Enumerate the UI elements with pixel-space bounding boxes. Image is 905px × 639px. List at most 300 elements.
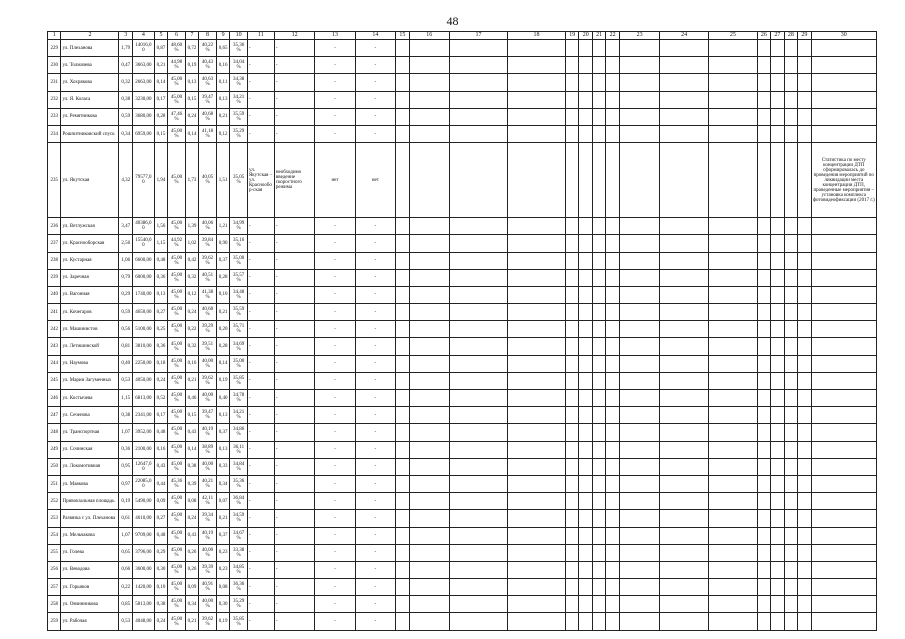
- cell-col-4: 3230,00: [132, 91, 154, 108]
- empty-cell: [784, 441, 797, 458]
- empty-cell: [396, 424, 409, 441]
- cell-col-9: 0,12: [216, 125, 229, 142]
- cell-col-8: 39,39 %: [199, 561, 217, 578]
- empty-cell: [566, 286, 579, 303]
- cell-col-8: 39,47 %: [199, 407, 217, 424]
- empty-cell: [811, 269, 876, 286]
- cell-col-11: -: [247, 252, 274, 269]
- empty-cell: [606, 441, 619, 458]
- cell-col-14: -: [355, 372, 395, 389]
- cell-col-7: 0,15: [185, 91, 198, 108]
- empty-cell: [396, 579, 409, 596]
- cell-col-12: -: [274, 304, 314, 321]
- cell-col-12: -: [274, 269, 314, 286]
- cell-col-3: 0,79: [119, 269, 132, 286]
- empty-cell: [606, 235, 619, 252]
- cell-col-7: 0,22: [185, 321, 198, 338]
- empty-cell: [507, 544, 565, 561]
- empty-cell: [606, 286, 619, 303]
- empty-cell: [757, 407, 770, 424]
- empty-cell: [449, 390, 507, 407]
- empty-cell: [507, 74, 565, 91]
- cell-col-10: 35,29 %: [230, 125, 248, 142]
- cell-col-10: 34,21 %: [230, 91, 248, 108]
- cell-col-5: 0,36: [154, 338, 167, 355]
- cell-col-7: 0,14: [185, 441, 198, 458]
- empty-cell: [449, 235, 507, 252]
- empty-cell: [396, 407, 409, 424]
- empty-cell: [409, 125, 449, 142]
- empty-cell: [409, 372, 449, 389]
- cell-col-9: 0,33: [216, 458, 229, 475]
- cell-col-5: 0,18: [154, 355, 167, 372]
- empty-cell: [396, 286, 409, 303]
- cell-col-2: ул. Машинистов: [61, 321, 119, 338]
- cell-col-1: 250: [48, 458, 61, 475]
- empty-cell: [771, 475, 784, 492]
- cell-col-10: 34,78 %: [230, 390, 248, 407]
- empty-cell: [757, 40, 770, 57]
- cell-col-10: 33,38 %: [230, 544, 248, 561]
- empty-cell: [449, 527, 507, 544]
- cell-col-14: -: [355, 269, 395, 286]
- empty-cell: [409, 561, 449, 578]
- cell-col-1: 252: [48, 493, 61, 510]
- cell-col-13: -: [315, 579, 355, 596]
- cell-col-12: -: [274, 338, 314, 355]
- empty-cell: [507, 286, 565, 303]
- cell-col-4: 6959,00: [132, 125, 154, 142]
- empty-cell: [771, 218, 784, 235]
- empty-cell: [811, 493, 876, 510]
- empty-cell: [757, 304, 770, 321]
- empty-cell: [606, 74, 619, 91]
- cell-col-3: 3,47: [119, 218, 132, 235]
- empty-cell: [409, 390, 449, 407]
- cell-col-10: 35,36 %: [230, 40, 248, 57]
- empty-cell: [592, 108, 605, 125]
- empty-cell: [811, 355, 876, 372]
- empty-cell: [619, 458, 659, 475]
- empty-cell: [507, 218, 565, 235]
- cell-col-10: 35,85 %: [230, 613, 248, 630]
- cell-col-7: 0,43: [185, 527, 198, 544]
- cell-col-6: 45,00 %: [168, 510, 186, 527]
- cell-col-4: 3796,00: [132, 544, 154, 561]
- cell-col-11: -: [247, 493, 274, 510]
- cell-col-14: -: [355, 613, 395, 630]
- empty-cell: [507, 40, 565, 57]
- cell-col-11: -: [247, 269, 274, 286]
- cell-col-10: 34,59 %: [230, 510, 248, 527]
- cell-col-11: -: [247, 424, 274, 441]
- empty-cell: [771, 252, 784, 269]
- empty-cell: [811, 579, 876, 596]
- cell-col-13: -: [315, 613, 355, 630]
- empty-cell: [660, 372, 709, 389]
- column-number: 28: [784, 32, 797, 40]
- table-row: [48, 252, 877, 269]
- cell-col-7: 0,24: [185, 510, 198, 527]
- cell-col-4: 14016,0 0: [132, 40, 154, 57]
- empty-cell: [619, 596, 659, 613]
- table-row: [48, 57, 877, 74]
- column-number: 26: [757, 32, 770, 40]
- column-number: 24: [660, 32, 709, 40]
- cell-col-14: -: [355, 407, 395, 424]
- empty-cell: [811, 390, 876, 407]
- cell-col-10: 35,36 %: [230, 475, 248, 492]
- cell-col-1: 256: [48, 561, 61, 578]
- table-row: [48, 424, 877, 441]
- empty-cell: [660, 475, 709, 492]
- empty-cell: [566, 125, 579, 142]
- cell-col-1: 246: [48, 390, 61, 407]
- empty-cell: [409, 269, 449, 286]
- cell-col-12: -: [274, 108, 314, 125]
- cell-col-10: 35,29 %: [230, 596, 248, 613]
- cell-col-2: ул. Хохрякова: [61, 74, 119, 91]
- column-number: 9: [216, 32, 229, 40]
- cell-col-1: 254: [48, 527, 61, 544]
- cell-col-5: 0,25: [154, 321, 167, 338]
- empty-cell: [566, 561, 579, 578]
- empty-cell: [507, 372, 565, 389]
- cell-col-13: -: [315, 269, 355, 286]
- cell-col-5: 0,48: [154, 424, 167, 441]
- cell-col-6: 45,00 %: [168, 441, 186, 458]
- empty-cell: [811, 125, 876, 142]
- cell-col-9: 0,21: [216, 510, 229, 527]
- column-number: 5: [154, 32, 167, 40]
- empty-cell: [507, 91, 565, 108]
- cell-col-7: 0,09: [185, 579, 198, 596]
- empty-cell: [660, 579, 709, 596]
- cell-col-7: 0,21: [185, 372, 198, 389]
- empty-cell: [579, 125, 592, 142]
- empty-cell: [409, 218, 449, 235]
- cell-col-5: 0,24: [154, 613, 167, 630]
- cell-col-13: -: [315, 441, 355, 458]
- cell-col-1: 239: [48, 269, 61, 286]
- empty-cell: [784, 544, 797, 561]
- empty-cell: [396, 338, 409, 355]
- cell-col-4: 3600,00: [132, 561, 154, 578]
- empty-cell: [619, 286, 659, 303]
- cell-col-13: -: [315, 218, 355, 235]
- cell-col-13: -: [315, 390, 355, 407]
- cell-col-5: 1,15: [154, 235, 167, 252]
- empty-cell: [811, 510, 876, 527]
- empty-cell: [449, 338, 507, 355]
- empty-cell: [396, 510, 409, 527]
- cell-col-6: 45,00 %: [168, 372, 186, 389]
- cell-col-7: 0,42: [185, 252, 198, 269]
- cell-col-3: 0,38: [119, 407, 132, 424]
- empty-cell: [619, 304, 659, 321]
- empty-cell: [660, 108, 709, 125]
- empty-cell: [784, 91, 797, 108]
- empty-cell: [798, 424, 811, 441]
- empty-cell: [566, 235, 579, 252]
- cell-col-11: -: [247, 108, 274, 125]
- cell-col-3: 1,06: [119, 252, 132, 269]
- cell-col-9: 0,65: [216, 40, 229, 57]
- empty-cell: [798, 57, 811, 74]
- table-row: [48, 407, 877, 424]
- empty-cell: [579, 372, 592, 389]
- empty-cell: [798, 269, 811, 286]
- empty-cell: [606, 218, 619, 235]
- cell-col-9: 0,90: [216, 235, 229, 252]
- empty-cell: [579, 286, 592, 303]
- empty-cell: [619, 108, 659, 125]
- cell-col-8: 39,62 %: [199, 252, 217, 269]
- cell-col-4: 6600,00: [132, 252, 154, 269]
- cell-col-13: -: [315, 338, 355, 355]
- empty-cell: [579, 458, 592, 475]
- empty-cell: [579, 40, 592, 57]
- cell-col-5: 0,27: [154, 304, 167, 321]
- empty-cell: [579, 143, 592, 218]
- empty-cell: [811, 527, 876, 544]
- cell-col-3: 0,85: [119, 596, 132, 613]
- cell-col-2: ул. Ветлужская: [61, 218, 119, 235]
- empty-cell: [708, 235, 757, 252]
- cell-col-8: 40,51 %: [199, 269, 217, 286]
- empty-cell: [409, 510, 449, 527]
- empty-cell: [409, 286, 449, 303]
- empty-cell: [660, 304, 709, 321]
- empty-cell: [606, 407, 619, 424]
- empty-cell: [784, 579, 797, 596]
- cell-col-13: -: [315, 510, 355, 527]
- empty-cell: [449, 613, 507, 630]
- cell-col-11: -: [247, 40, 274, 57]
- cell-col-3: 0,22: [119, 579, 132, 596]
- empty-cell: [396, 91, 409, 108]
- empty-cell: [579, 252, 592, 269]
- empty-cell: [566, 613, 579, 630]
- empty-cell: [811, 218, 876, 235]
- empty-cell: [507, 527, 565, 544]
- cell-col-8: 40,05 %: [199, 143, 217, 218]
- empty-cell: [757, 527, 770, 544]
- empty-cell: [784, 269, 797, 286]
- empty-cell: [708, 40, 757, 57]
- empty-cell: [606, 304, 619, 321]
- empty-cell: [784, 338, 797, 355]
- cell-col-4: 1420,00: [132, 579, 154, 596]
- empty-cell: [798, 304, 811, 321]
- cell-col-5: 0,24: [154, 372, 167, 389]
- cell-col-4: 6813,00: [132, 390, 154, 407]
- cell-col-12: -: [274, 493, 314, 510]
- cell-col-3: 0,66: [119, 561, 132, 578]
- empty-cell: [798, 561, 811, 578]
- cell-col-6: 45,00 %: [168, 143, 186, 218]
- cell-col-4: 79577,0 0: [132, 143, 154, 218]
- empty-cell: [708, 91, 757, 108]
- cell-col-12: -: [274, 475, 314, 492]
- cell-col-8: 41,38 %: [199, 286, 217, 303]
- table-row: [48, 108, 877, 125]
- cell-col-14: -: [355, 441, 395, 458]
- cell-col-1: 240: [48, 286, 61, 303]
- cell-col-13: -: [315, 544, 355, 561]
- empty-cell: [798, 441, 811, 458]
- empty-cell: [592, 493, 605, 510]
- cell-col-12: необходимо введение скоростного режима: [274, 143, 314, 218]
- cell-col-8: 39,62 %: [199, 613, 217, 630]
- cell-col-1: 247: [48, 407, 61, 424]
- cell-col-1: 245: [48, 372, 61, 389]
- cell-col-5: 0,14: [154, 74, 167, 91]
- cell-col-7: 0,19: [185, 57, 198, 74]
- empty-cell: [757, 218, 770, 235]
- cell-col-9: 0,10: [216, 286, 229, 303]
- cell-col-9: 0,13: [216, 407, 229, 424]
- column-number: 18: [507, 32, 565, 40]
- empty-cell: [507, 424, 565, 441]
- empty-cell: [566, 407, 579, 424]
- empty-cell: [771, 458, 784, 475]
- cell-col-9: 0,20: [216, 321, 229, 338]
- empty-cell: [771, 355, 784, 372]
- table-row: [48, 596, 877, 613]
- empty-cell: [619, 510, 659, 527]
- empty-cell: [771, 493, 784, 510]
- empty-cell: [449, 372, 507, 389]
- cell-col-3: 1,15: [119, 390, 132, 407]
- empty-cell: [798, 235, 811, 252]
- empty-cell: [409, 57, 449, 74]
- cell-col-12: -: [274, 390, 314, 407]
- cell-col-9: 0,14: [216, 355, 229, 372]
- empty-cell: [708, 458, 757, 475]
- cell-col-4: 3663,00: [132, 57, 154, 74]
- empty-cell: [784, 40, 797, 57]
- empty-cell: [592, 561, 605, 578]
- cell-col-6: 45,00 %: [168, 544, 186, 561]
- empty-cell: [507, 579, 565, 596]
- empty-cell: [619, 91, 659, 108]
- empty-cell: [396, 304, 409, 321]
- empty-cell: [566, 108, 579, 125]
- empty-cell: [811, 252, 876, 269]
- table-row: [48, 458, 877, 475]
- cell-col-4: 5100,00: [132, 321, 154, 338]
- cell-col-3: 0,38: [119, 91, 132, 108]
- empty-cell: [579, 338, 592, 355]
- cell-col-12: -: [274, 74, 314, 91]
- cell-col-7: 0,24: [185, 108, 198, 125]
- cell-col-6: 45,00 %: [168, 561, 186, 578]
- cell-col-1: 248: [48, 424, 61, 441]
- empty-cell: [619, 390, 659, 407]
- cell-col-2: ул. Овчинникова: [61, 596, 119, 613]
- cell-col-7: 0,43: [185, 424, 198, 441]
- cell-col-7: 1,73: [185, 143, 198, 218]
- cell-col-11: -: [247, 390, 274, 407]
- column-number: 23: [619, 32, 659, 40]
- cell-col-4: 4650,00: [132, 304, 154, 321]
- empty-cell: [566, 40, 579, 57]
- empty-cell: [784, 493, 797, 510]
- cell-col-7: 0,32: [185, 269, 198, 286]
- empty-cell: [798, 108, 811, 125]
- cell-col-7: 0,72: [185, 40, 198, 57]
- empty-cell: [449, 510, 507, 527]
- empty-cell: [660, 544, 709, 561]
- empty-cell: [566, 458, 579, 475]
- empty-cell: [606, 40, 619, 57]
- cell-col-8: 39,47 %: [199, 91, 217, 108]
- empty-cell: [579, 235, 592, 252]
- empty-cell: [507, 458, 565, 475]
- empty-cell: [771, 143, 784, 218]
- column-number: 25: [708, 32, 757, 40]
- empty-cell: [771, 40, 784, 57]
- cell-col-4: 12647,0 0: [132, 458, 154, 475]
- empty-cell: [708, 493, 757, 510]
- cell-col-9: 0,21: [216, 304, 229, 321]
- empty-cell: [579, 596, 592, 613]
- empty-cell: [660, 125, 709, 142]
- cell-col-9: 0,34: [216, 475, 229, 492]
- cell-col-1: 242: [48, 321, 61, 338]
- cell-col-4: 2341,00: [132, 407, 154, 424]
- cell-col-10: 34,48 %: [230, 286, 248, 303]
- empty-cell: [592, 475, 605, 492]
- cell-col-13: -: [315, 74, 355, 91]
- empty-cell: [660, 424, 709, 441]
- empty-cell: [798, 596, 811, 613]
- cell-col-3: 0,36: [119, 441, 132, 458]
- table-row: [48, 321, 877, 338]
- empty-cell: [592, 57, 605, 74]
- empty-cell: [566, 390, 579, 407]
- cell-col-10: 34,38 %: [230, 74, 248, 91]
- table-row: [48, 91, 877, 108]
- empty-cell: [784, 475, 797, 492]
- empty-cell: [579, 304, 592, 321]
- empty-cell: [566, 321, 579, 338]
- empty-cell: [619, 321, 659, 338]
- empty-cell: [606, 338, 619, 355]
- empty-cell: [771, 338, 784, 355]
- cell-col-2: Привокзальная площадь: [61, 493, 119, 510]
- empty-cell: [449, 57, 507, 74]
- cell-col-8: 39,29 %: [199, 321, 217, 338]
- empty-cell: [409, 143, 449, 218]
- empty-cell: [592, 40, 605, 57]
- cell-col-3: 0,97: [119, 475, 132, 492]
- empty-cell: [811, 372, 876, 389]
- cell-col-3: 1,07: [119, 527, 132, 544]
- column-number: 1: [48, 32, 61, 40]
- empty-cell: [507, 561, 565, 578]
- cell-col-3: 1,07: [119, 424, 132, 441]
- empty-cell: [579, 441, 592, 458]
- empty-cell: [449, 108, 507, 125]
- column-number: 14: [355, 32, 395, 40]
- empty-cell: [619, 613, 659, 630]
- empty-cell: [592, 596, 605, 613]
- table-row: [48, 286, 877, 303]
- empty-cell: [811, 475, 876, 492]
- empty-cell: [660, 596, 709, 613]
